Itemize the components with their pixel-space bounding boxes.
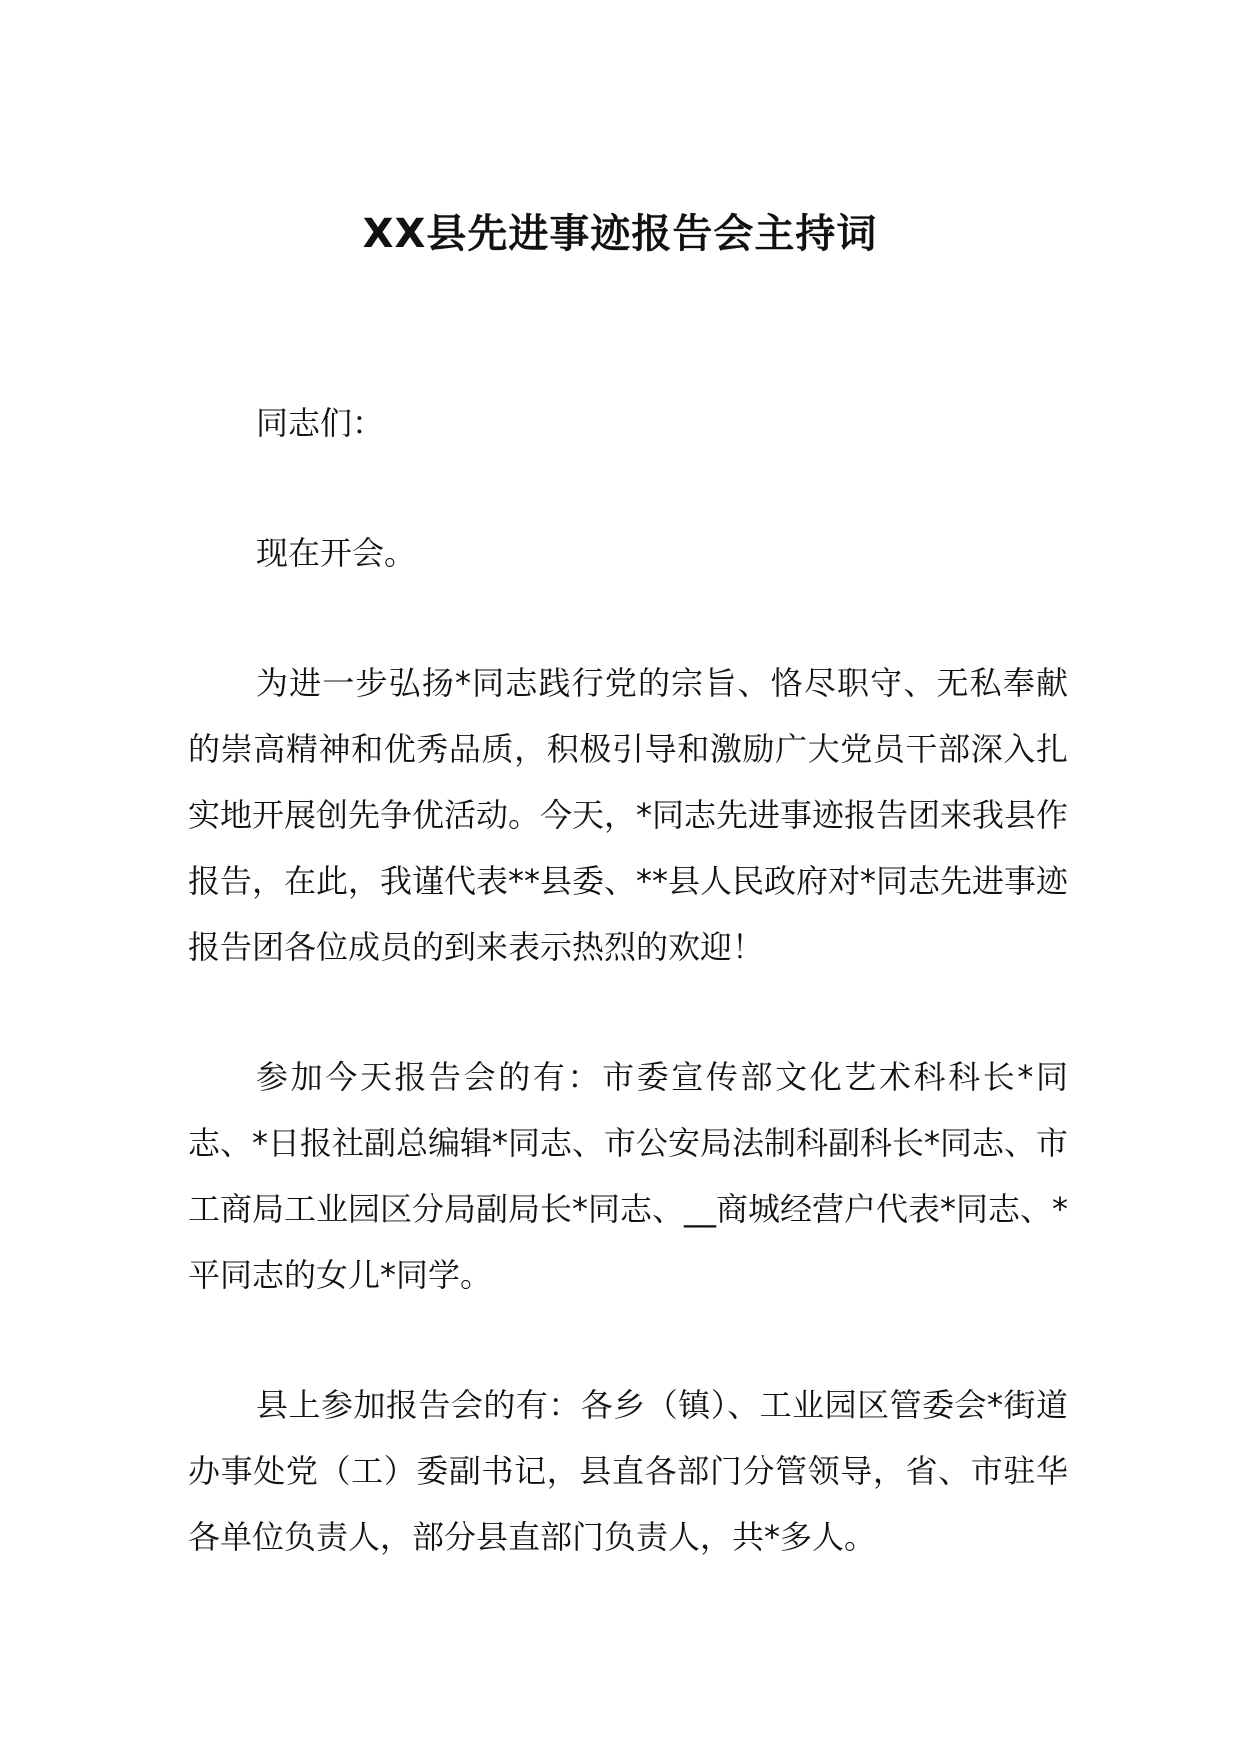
paragraph-salutation: 同志们： bbox=[256, 404, 385, 442]
paragraph-opening: 现在开会。 bbox=[256, 534, 417, 572]
document-title: XX县先进事迹报告会主持词 bbox=[362, 211, 878, 257]
paragraph-attendees-county: 县上参加报告会的有：各乡（镇）、工业园区管委会*街道办事处党（工）委副书记，县直各部门分管领导，省、市驻华各单位负责人，部分县直部门负责人，共*多人。 bbox=[188, 1386, 1068, 1556]
paragraph-attendees-city: 参加今天报告会的有：市委宣传部文化艺术科科长*同志、*日报社副总编辑*同志、市公安局法制科副科长*同志、市工商局工业园区分局副局长*同志、__商城经营户代表*同志、*平同志的女儿*同学。 bbox=[188, 1058, 1069, 1294]
paragraph-purpose: 为进一步弘扬*同志践行党的宗旨、恪尽职守、无私奉献的崇高精神和优秀品质，积极引导和激励广大党员干部深入扎实地开展创先争优活动。今天，*同志先进事迹报告团来我县作报告，在此，我谨代表**县委、**县人民政府对*同志先进事迹报告团各位成员的到来表示热烈的欢迎！ bbox=[188, 664, 1069, 966]
document-body bbox=[188, 390, 1068, 1634]
